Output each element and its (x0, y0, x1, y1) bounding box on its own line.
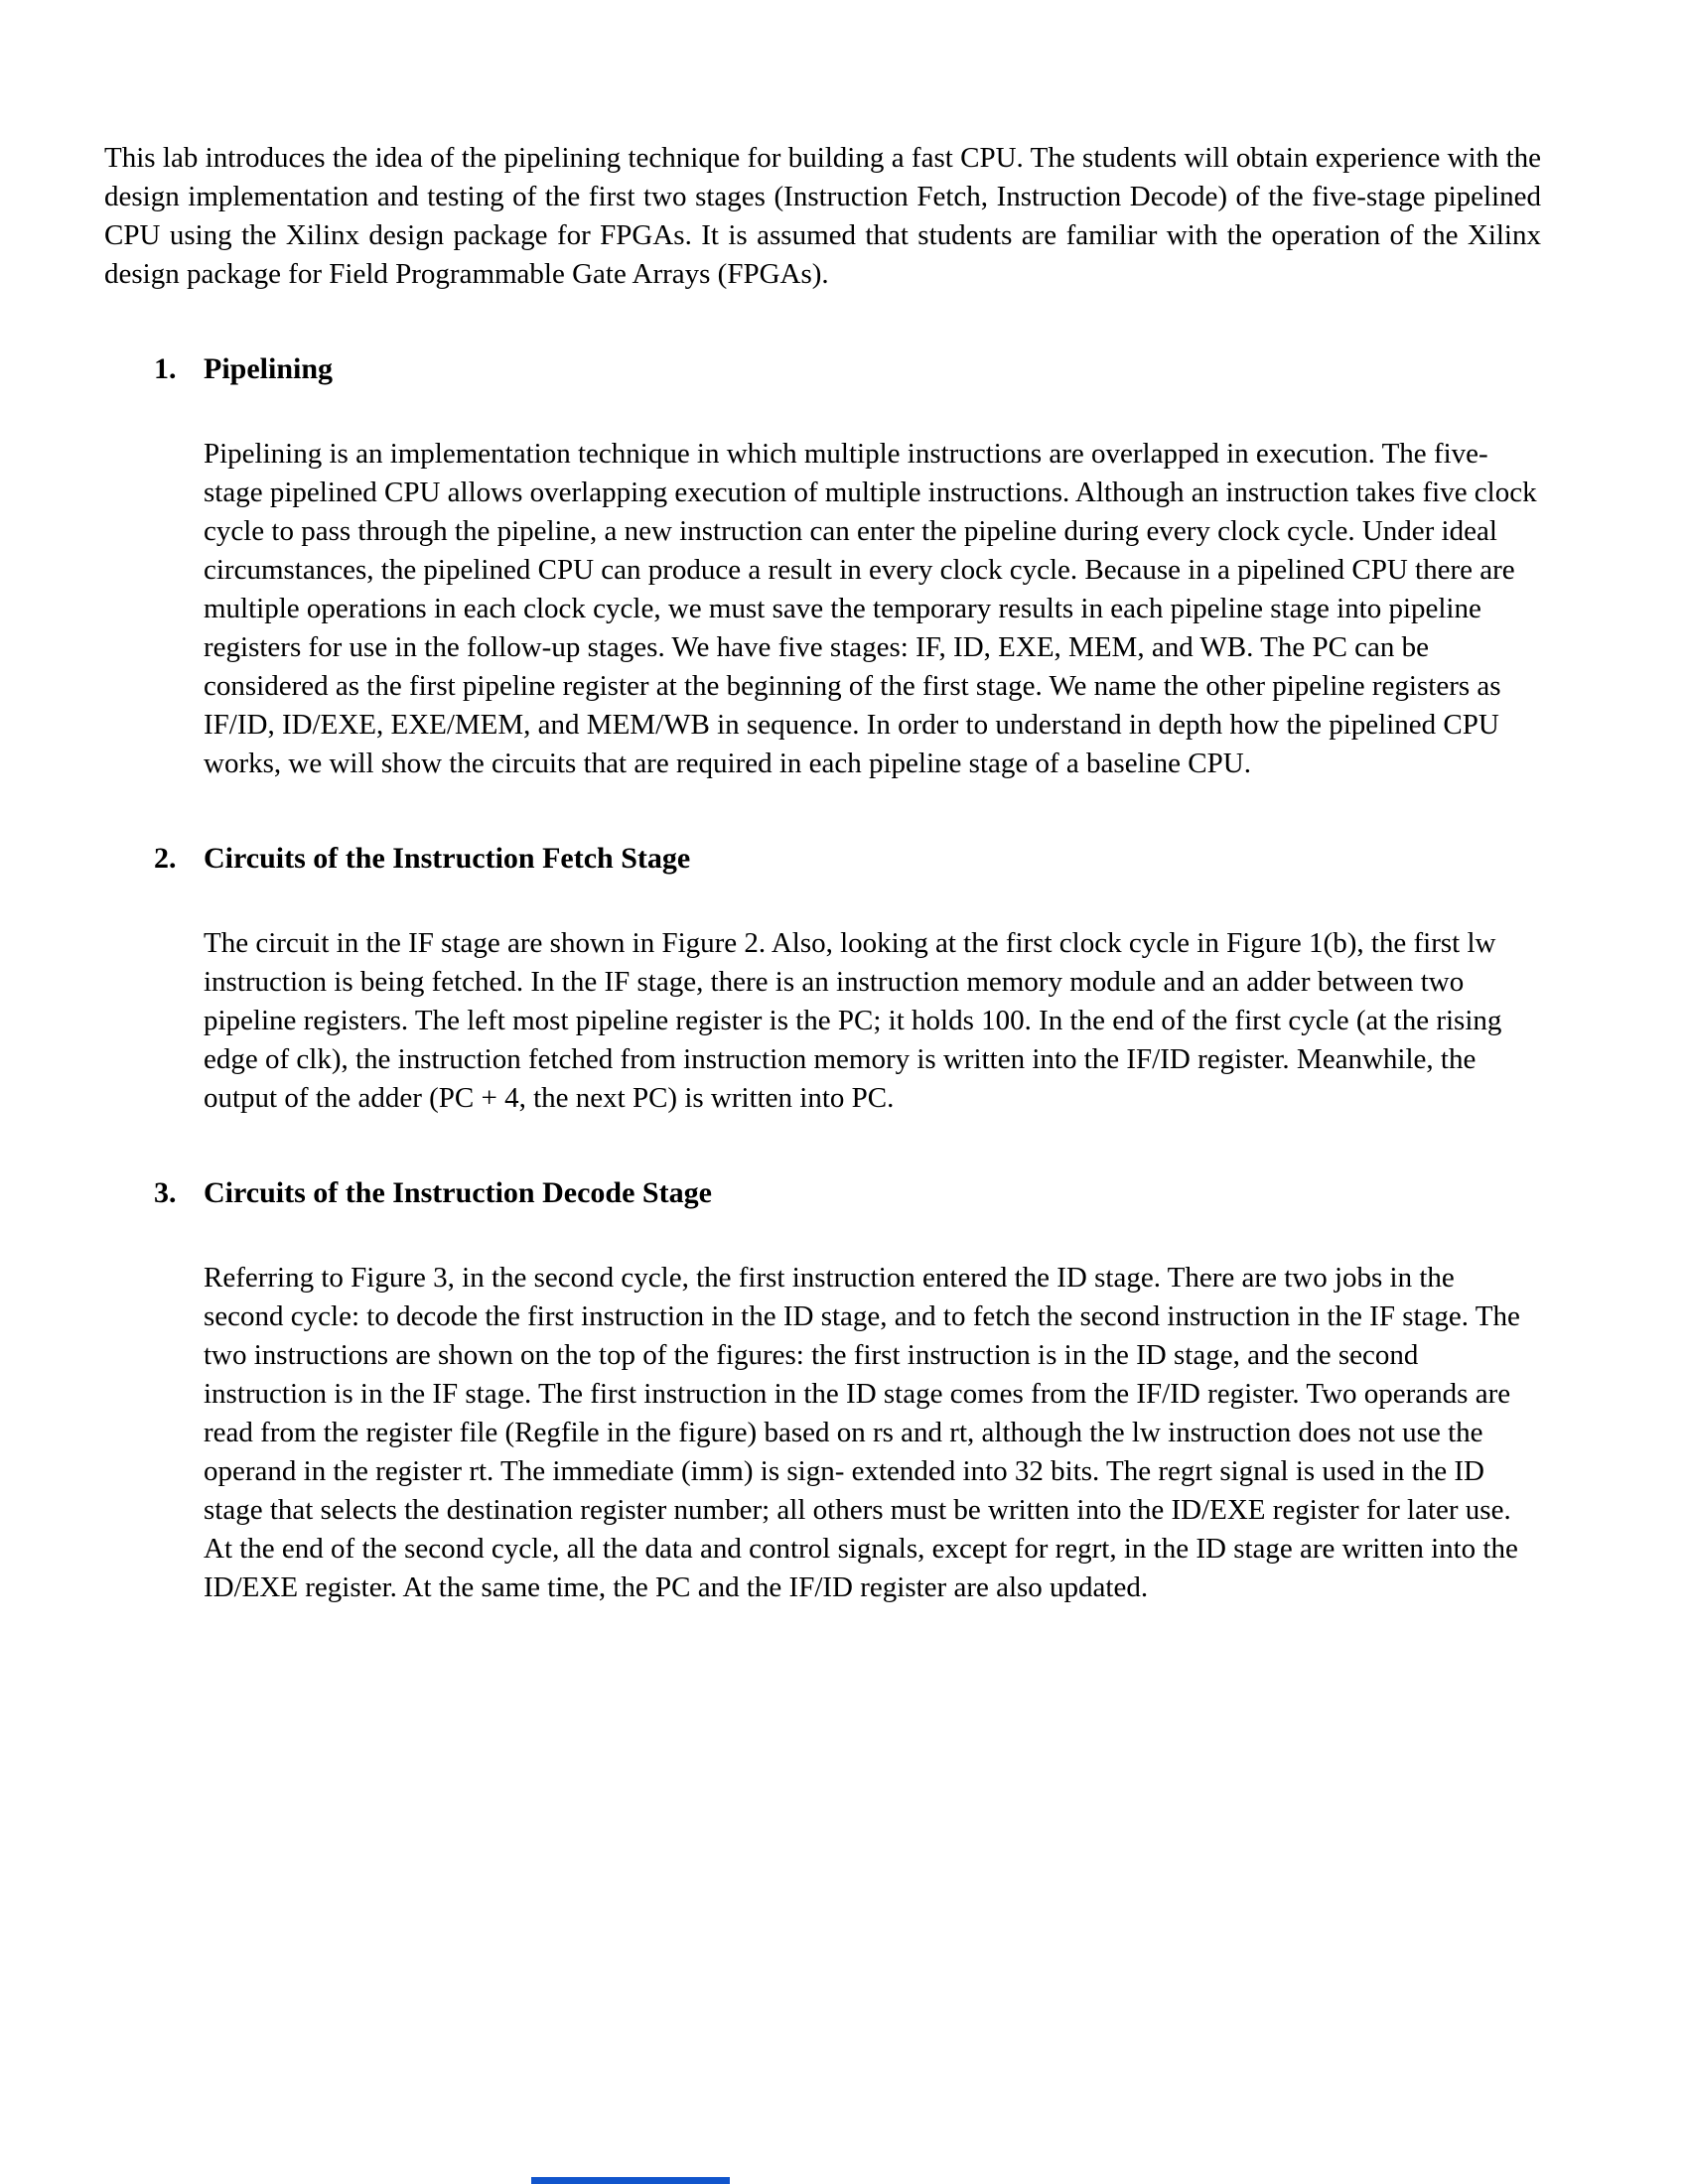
section-heading (154, 1175, 1541, 1211)
section-instruction-decode (104, 1175, 1541, 1607)
section-number: 1. (154, 352, 177, 385)
section-heading (154, 841, 1541, 877)
section-body: The circuit in the IF stage are shown in Figure 2. Also, looking at the first clock cycle in Figure 1(b), the first lw instruction is being fetched. In the IF stage, there is an instruction memory module and an adder between two pipeline registers. The left most pipeline register is the PC; it holds 100. In the end of the first cycle (at the rising edge of clk), the instruction fetched from instruction memory is written into the IF/ID register. Meanwhile, the output of the adder (PC + 4, the next PC) is written into PC. (204, 927, 1502, 1114)
section-number: 3. (154, 1176, 177, 1209)
section-title: Pipelining (204, 352, 334, 385)
section-number: 2. (154, 842, 177, 875)
section-instruction-fetch (104, 841, 1541, 1118)
intro-paragraph: This lab introduces the idea of the pipelining technique for building a fast CPU. The students will obtain experience with the design implementation and testing of the first two stages (Instruction Fetch, Instruction Decode) of the five-stage pipelined CPU using the Xilinx design package for FPGAs. It is assumed that students are familiar with the operation of the Xilinx design package for Field Programmable Gate Arrays (FPGAs). (104, 142, 1541, 290)
section-body: Pipelining is an implementation technique in which multiple instructions are overlapped in execution. The five- stage pipelined CPU allows overlapping execution of multiple instructions. Although an instruction takes five clock cycle to pass through the pipeline, a new instruction can enter the pipeline during every clock cycle. Under ideal circumstances, the pipelined CPU can produce a result in every clock cycle. Because in a pipelined CPU there are multiple operations in each clock cycle, we must save the temporary results in each pipeline stage into pipeline registers for use in the follow-up stages. We have five stages: IF, ID, EXE, MEM, and WB. The PC can be considered as the first pipeline register at the beginning of the first stage. We name the other pipeline registers as IF/ID, ID/EXE, EXE/MEM, and MEM/WB in sequence. In order to understand in depth how the pipelined CPU works, we will show the circuits that are required in each pipeline stage of a baseline CPU. (204, 438, 1537, 779)
section-title: Circuits of the Instruction Fetch Stage (204, 842, 691, 875)
section-title: Circuits of the Instruction Decode Stage (204, 1176, 712, 1209)
section-heading (154, 351, 1541, 387)
section-pipelining (104, 351, 1541, 783)
clipped-blue-bar (531, 2177, 730, 2184)
section-body: Referring to Figure 3, in the second cycle, the first instruction entered the ID stage. There are two jobs in the second cycle: to decode the first instruction in the ID stage, and to fetch the second instruction in the IF stage. The two instructions are shown on the top of the figures: the first instruction is in the ID stage, and the second instruction is in the IF stage. The first instruction in the ID stage comes from the IF/ID register. Two operands are read from the register file (Regfile in the figure) based on rs and rt, although the lw instruction does not use the operand in the register rt. The immediate (imm) is sign- extended into 32 bits. The regrt signal is used in the ID stage that selects the destination register number; all others must be written into the ID/EXE register for later use. At the end of the second cycle, all the data and control signals, except for regrt, in the ID stage are written into the ID/EXE register. At the same time, the PC and the IF/ID register are also updated. (204, 1262, 1520, 1603)
